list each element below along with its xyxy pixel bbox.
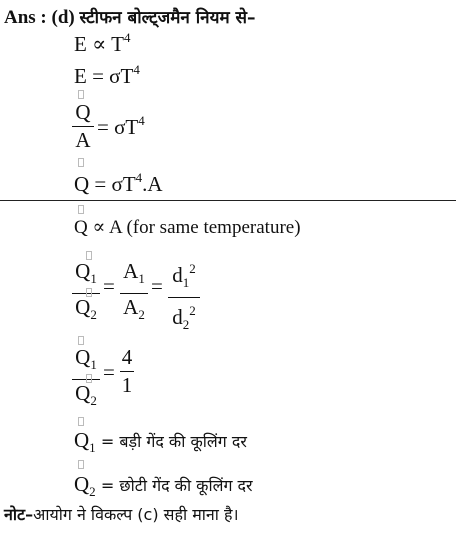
denominator: $Q_2$ [75, 381, 97, 408]
equation-q [74, 170, 163, 197]
denominator: 1 [121, 373, 133, 397]
fraction-bar [72, 126, 94, 127]
definition-text: = छोटी गेंद की कूलिंग दर [100, 476, 253, 495]
exponent: 4 [124, 30, 131, 45]
denominator: $A_2$ [123, 295, 145, 322]
equals-sign: = [151, 274, 163, 298]
divider-line [0, 200, 456, 201]
placeholder-glyph [78, 90, 84, 99]
placeholder-glyph [78, 417, 84, 426]
answer-heading-text: स्टीफन बोल्ट्जमैन नियम से– [79, 8, 256, 28]
placeholder-glyph [86, 374, 92, 383]
fraction-bar [120, 371, 134, 372]
equation-text: = σT [97, 115, 139, 139]
equation-rhs [97, 113, 145, 140]
equation-text: E = σT [74, 64, 134, 88]
note-label: नोट– [4, 505, 34, 524]
note-line [4, 503, 239, 525]
note-text: आयोग ने विकल्प (c) सही माना है। [33, 505, 239, 524]
equation-text: .A [142, 172, 163, 196]
numerator: $Q_1$ [75, 259, 97, 286]
fraction-bar [120, 293, 148, 294]
denominator: A [75, 128, 91, 152]
equation-same-temperature [74, 216, 301, 239]
definition-text: = बड़ी गेंद की कूलिंग दर [100, 432, 247, 451]
fraction-a1-over-a2 [120, 260, 148, 326]
exponent: 4 [135, 170, 143, 185]
equation-text: Q = σT [74, 172, 136, 196]
equation-proportional [74, 30, 131, 57]
placeholder-glyph [78, 205, 84, 214]
placeholder-glyph [78, 336, 84, 345]
fraction-4-over-1 [120, 346, 134, 396]
denominator: $Q_2$ [75, 295, 97, 322]
equals-sign: = [103, 360, 115, 384]
answer-prefix: Ans : (d) [4, 7, 75, 28]
numerator: $A_1$ [123, 259, 145, 286]
numerator: $Q_1$ [75, 345, 97, 372]
fraction-d1-over-d2 [168, 258, 200, 336]
placeholder-glyph [78, 460, 84, 469]
equation-text: Q ∝ A (for same temperature) [74, 217, 301, 238]
placeholder-glyph [78, 158, 84, 167]
numerator: 4 [121, 345, 133, 369]
numerator: $d_1^2$ [172, 261, 196, 290]
exponent: 4 [138, 113, 145, 128]
equation-stefan [74, 62, 140, 89]
definition-q2: $Q_2$ = छोटी गेंद की कूलिंग दर [74, 472, 253, 499]
placeholder-glyph [86, 288, 92, 297]
denominator: $d_2^2$ [172, 303, 196, 332]
fraction-q-over-a [72, 101, 94, 151]
equals-sign: = [103, 274, 115, 298]
definition-q1: $Q_1$ = बड़ी गेंद की कूलिंग दर [74, 428, 247, 455]
exponent: 4 [133, 62, 140, 77]
numerator: Q [75, 100, 91, 124]
equation-text: E ∝ T [74, 32, 124, 56]
answer-heading [4, 5, 256, 29]
fraction-bar [168, 297, 200, 298]
